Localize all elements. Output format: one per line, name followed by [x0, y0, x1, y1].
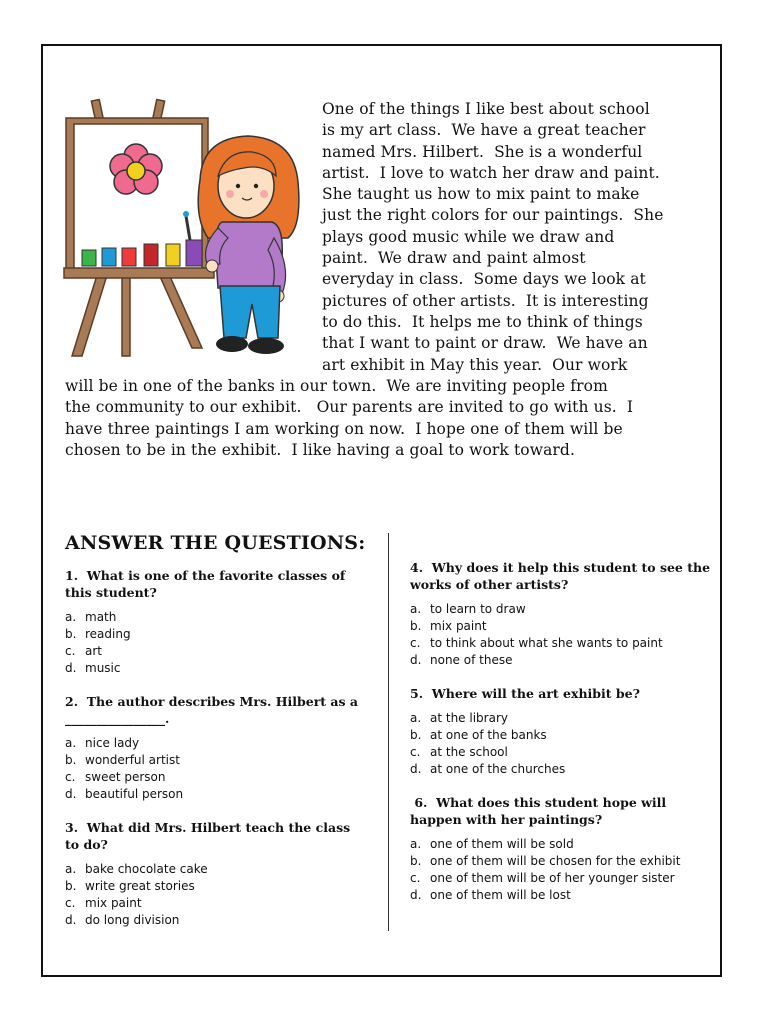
answer-option: [65, 786, 365, 803]
answer-options: [65, 861, 365, 929]
answer-option: [410, 635, 710, 652]
option-text: one of them will be sold: [430, 837, 574, 851]
option-text: one of them will be chosen for the exhibit: [430, 854, 681, 868]
question-text: 1. What is one of the favorite classes of: [65, 568, 346, 583]
option-text: at the school: [430, 745, 508, 759]
question-text: 4. Why does it help this student to see the: [410, 560, 711, 575]
story-line: the community to our exhibit. Our parents are invited to go with us. I: [65, 398, 634, 417]
option-text: none of these: [430, 653, 513, 667]
question-6: [410, 794, 710, 904]
answer-option: [410, 618, 710, 635]
question-5: [410, 685, 710, 778]
option-text: beautiful person: [85, 787, 184, 801]
story-line: named Mrs. Hilbert. She is a wonderful: [322, 142, 643, 161]
answer-option: [410, 761, 710, 778]
option-letter: d.: [65, 661, 77, 675]
story-line: chosen to be in the exhibit. I like having a goal to work toward.: [65, 440, 575, 459]
option-text: nice lady: [85, 736, 140, 750]
option-text: math: [85, 610, 117, 624]
option-letter: d.: [410, 653, 422, 667]
story-line: plays good music while we draw and: [322, 227, 615, 246]
question-text: happen with her paintings?: [410, 812, 603, 827]
answer-option: [65, 609, 365, 626]
answer-option: [65, 878, 365, 895]
answer-option: [65, 769, 365, 786]
answer-options: [65, 735, 365, 803]
question-text: 5. Where will the art exhibit be?: [410, 686, 640, 701]
option-text: sweet person: [85, 770, 166, 784]
question-4: [410, 559, 710, 669]
answer-option: [65, 735, 365, 752]
option-letter: a.: [410, 711, 422, 725]
question-text: works of other artists?: [410, 577, 569, 592]
option-text: one of them will be of her younger sister: [430, 871, 675, 885]
option-letter: c.: [410, 745, 421, 759]
story-line: have three paintings I am working on now. I hope one of them will be: [65, 419, 623, 438]
answer-option: [65, 895, 365, 912]
story-line: just the right colors for our paintings. She: [322, 206, 664, 225]
questions-left-column: [65, 567, 365, 929]
option-letter: b.: [410, 619, 422, 633]
option-text: write great stories: [85, 879, 195, 893]
option-text: to learn to draw: [430, 602, 526, 616]
girl-painting-illustration: [62, 98, 312, 360]
story-line: that I want to paint or draw. We have an: [322, 334, 648, 353]
story-paragraph-top: [322, 99, 664, 376]
option-text: art: [85, 644, 102, 658]
option-text: mix paint: [430, 619, 487, 633]
girl-figure: [198, 136, 299, 354]
story-paragraph-bottom: [65, 376, 633, 461]
option-text: one of them will be lost: [430, 888, 571, 902]
option-letter: c.: [65, 644, 76, 658]
option-text: at one of the banks: [430, 728, 547, 742]
answer-option: [65, 752, 365, 769]
story-line: She taught us how to mix paint to make: [322, 185, 640, 204]
answer-option: [65, 912, 365, 929]
option-text: do long division: [85, 913, 180, 927]
option-letter: b.: [410, 854, 422, 868]
option-text: to think about what she wants to paint: [430, 636, 663, 650]
answer-option: [410, 744, 710, 761]
question-text: ________________.: [65, 711, 170, 726]
questions-right-column: [410, 559, 710, 904]
answer-option: [410, 870, 710, 887]
answer-options: [410, 601, 710, 669]
option-letter: a.: [65, 736, 77, 750]
answer-option: [65, 660, 365, 677]
answer-option: [410, 836, 710, 853]
answer-option: [410, 853, 710, 870]
story-line: is my art class. We have a great teacher: [322, 121, 646, 140]
option-letter: d.: [410, 888, 422, 902]
option-letter: c.: [65, 896, 76, 910]
question-3: [65, 819, 365, 929]
answer-option: [410, 727, 710, 744]
option-text: at the library: [430, 711, 508, 725]
answer-options: [410, 710, 710, 778]
option-letter: d.: [65, 787, 77, 801]
question-text: 3. What did Mrs. Hilbert teach the class: [65, 820, 351, 835]
option-text: reading: [85, 627, 131, 641]
answer-option: [410, 652, 710, 669]
option-letter: b.: [65, 753, 77, 767]
question-1: [65, 567, 365, 677]
story-line: art exhibit in May this year. Our work: [322, 355, 628, 374]
option-letter: b.: [65, 879, 77, 893]
option-letter: c.: [410, 636, 421, 650]
option-letter: a.: [65, 862, 77, 876]
question-text: 2. The author describes Mrs. Hilbert as a: [65, 694, 358, 709]
question-text: this student?: [65, 585, 157, 600]
story-line: paint. We draw and paint almost: [322, 249, 586, 268]
story-line: One of the things I like best about school: [322, 100, 650, 118]
story-line: will be in one of the banks in our town. We are inviting people from: [65, 377, 608, 395]
option-letter: b.: [410, 728, 422, 742]
option-text: mix paint: [85, 896, 142, 910]
question-text: to do?: [65, 837, 108, 852]
answer-option: [410, 887, 710, 904]
option-letter: d.: [410, 762, 422, 776]
option-letter: c.: [65, 770, 76, 784]
answer-options: [65, 609, 365, 677]
option-letter: a.: [410, 602, 422, 616]
option-text: music: [85, 661, 121, 675]
story-line: artist. I love to watch her draw and paint.: [322, 163, 660, 182]
answer-option: [65, 861, 365, 878]
option-letter: a.: [65, 610, 77, 624]
option-text: bake chocolate cake: [85, 862, 208, 876]
option-letter: d.: [65, 913, 77, 927]
story-line: everyday in class. Some days we look at: [322, 270, 646, 289]
option-text: wonderful artist: [85, 753, 180, 767]
question-2: [65, 693, 365, 803]
easel: [64, 99, 214, 356]
question-text: 6. What does this student hope will: [410, 795, 667, 810]
answer-option: [65, 626, 365, 643]
answer-options: [410, 836, 710, 904]
answer-option: [65, 643, 365, 660]
answer-heading: ANSWER THE QUESTIONS:: [65, 532, 366, 554]
option-text: at one of the churches: [430, 762, 566, 776]
story-line: to do this. It helps me to think of things: [322, 312, 643, 331]
answer-option: [410, 710, 710, 727]
column-divider: [388, 533, 389, 931]
option-letter: c.: [410, 871, 421, 885]
option-letter: b.: [65, 627, 77, 641]
story-line: pictures of other artists. It is interesting: [322, 291, 649, 310]
answer-option: [410, 601, 710, 618]
option-letter: a.: [410, 837, 422, 851]
